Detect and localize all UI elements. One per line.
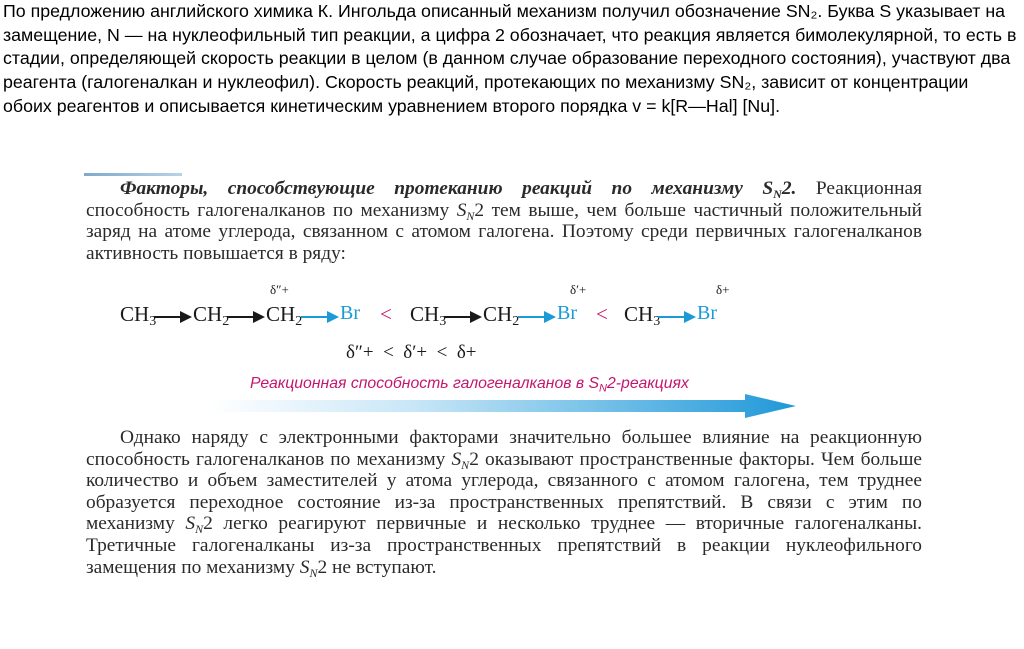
- formula-ch3: $CH_3$: [624, 302, 661, 330]
- formula-br: Br: [340, 302, 360, 324]
- formula-br: Br: [697, 302, 717, 324]
- reactivity-scheme: [84, 282, 924, 368]
- formula-ch2: $CH_2$: [483, 302, 520, 330]
- formula-ch3: $CH_3$: [120, 302, 157, 330]
- steric-factors-paragraph: Однако наряду с электронными факторами значительно большее влияние на реакционную способность галогеналканов по механизму $S_N2$ оказывают пространственные факторы. Чем больше количество и объем заместителей у атома углерода, связанного с атомом галогена, тем труднее образуется переходное состояние из-за пространственных препятствий. В связи с этим по механизму $S_N2$ легко реагируют первичные и несколько труднее — вторичные галогеналканы. Третичные галогеналканы из-за пространственных препятствий в реакции нуклеофильного замещения по механизму $S_N2$ не вступают.: [86, 427, 923, 580]
- blue-arrow-icon: [518, 310, 558, 324]
- blue-arrow-icon: [658, 310, 698, 324]
- intro-text: [3, 0, 1021, 119]
- partial-charge-prime: δ′+: [570, 282, 587, 297]
- less-than-sign: <: [596, 302, 608, 326]
- arrow-icon: [444, 310, 484, 324]
- blue-arrow-icon: [301, 310, 341, 324]
- less-than-sign: <: [380, 302, 392, 326]
- formula-ch2: $CH_2$: [193, 302, 230, 330]
- decorative-top-rule: [84, 173, 182, 176]
- formula-br: Br: [557, 302, 577, 324]
- arrow-icon: [227, 310, 267, 324]
- partial-charge-double-prime: δ″+: [270, 282, 289, 297]
- intro-paragraph: По предложению английского химика К. Ингольда описанный механизм получил обозначение SN₂. Буква S указывает на замещение, N — на нуклеофильный тип реакции, а цифра 2 обозначает, что реакция является бимолекулярной, то есть в стадии, определяющей скорость реакции в целом (в данном случае образование переходного состояния), участвуют два реагента (галогеналкан и нуклеофил). Скорость реакций, протекающих по механизму SN₂, зависит от концентрации обоих реагентов и описывается кинетическим уравнением второго порядка v = k[R—Hal] [Nu].: [3, 1, 1017, 116]
- formula-ch2: $CH_2$: [266, 302, 303, 330]
- factors-heading: Факторы, способствующие протеканию реакций по механизму $S_N2$.: [120, 178, 797, 201]
- factors-paragraph: Факторы, способствующие протеканию реакций по механизму $S_N2$. Реакционная способность галогеналканов по механизму $S_N2$ тем выше, чем больше частичный положительный заряд на атоме углерода, связанном с атомом галогена. Поэтому среди первичных галогеналканов активность повышается в ряду:: [86, 178, 922, 264]
- reactivity-caption: Реакционная способность галогеналканов в $S_N2$-реакциях: [250, 375, 689, 395]
- gradient-arrow-icon: [210, 394, 798, 418]
- partial-charge: δ+: [716, 282, 730, 297]
- charge-order: δ″+ < δ′+ < δ+: [346, 342, 477, 363]
- formula-ch3: $CH_3$: [410, 302, 447, 330]
- arrow-icon: [154, 310, 194, 324]
